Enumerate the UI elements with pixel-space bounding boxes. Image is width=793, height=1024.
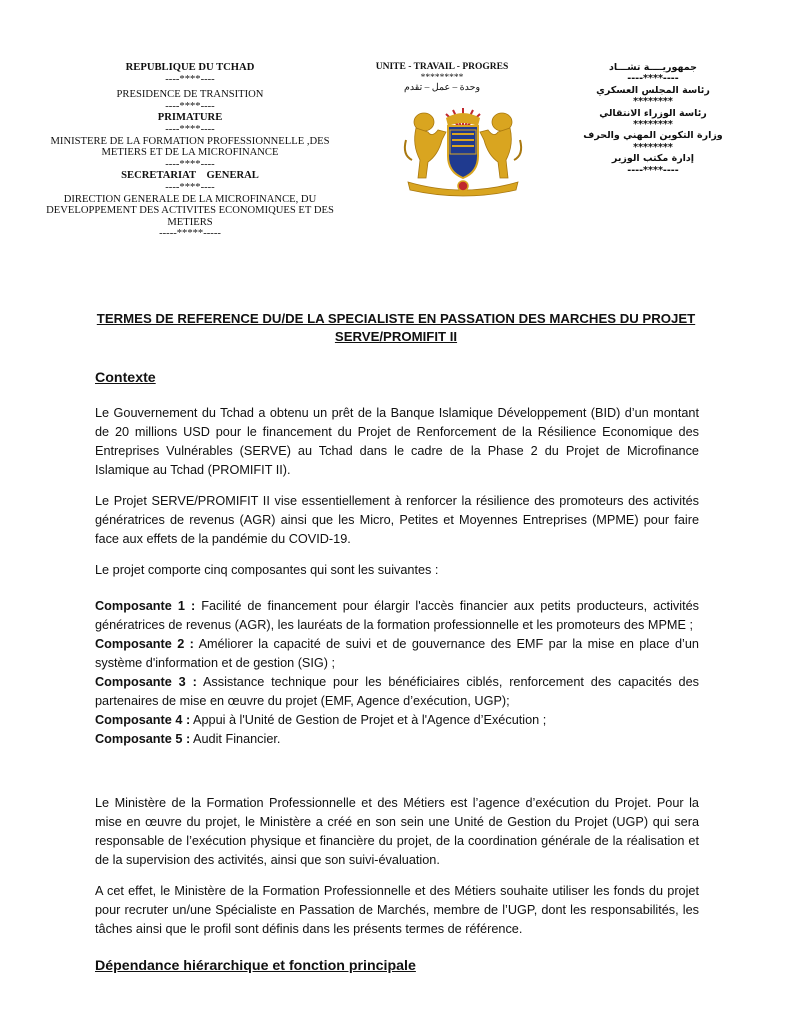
document-title: TERMES DE REFERENCE DU/DE LA SPECIALISTE EN PASSATION DES MARCHES DU PROJET SERVE/PROMIFIT II [96,311,696,344]
country-name: REPUBLIQUE DU TCHAD [125,62,255,73]
right-lion [480,113,521,178]
presidency: PRESIDENCE DE TRANSITION [116,89,264,101]
context-paragraph-3: Le projet comporte cinq composantes qui sont les suivantes : [95,563,439,577]
component-text: Assistance technique pour les bénéficiaires ciblés, renforcement des capacités des partenaires de mise en œuvre du projet (EMF, Agence d’exécution, UGP); [95,675,699,708]
component-item [95,673,699,711]
separator: ----****---- [627,164,679,176]
component-item [95,635,699,673]
separator: -----*****----- [159,228,221,240]
component-label: Composante 1 : [95,599,196,613]
separator: ******** [633,96,673,108]
direction-name: DIRECTION GENERALE DE LA MICROFINANCE, DU DEVELOPPEMENT DES ACTIVITES ECONOMIQUES ET DES METIERS [46,193,334,228]
separator: ----****---- [165,73,215,85]
country-name-arabic: جمهوريــــة تشـــاد [609,62,697,73]
national-motto: UNITE - TRAVAIL - PROGRES [375,62,509,72]
section-heading-hierarchy: Dépendance hiérarchique et fonction principale [95,958,416,974]
coat-of-arms-emblem [398,100,528,200]
section-heading-context: Contexte [95,370,156,386]
context-paragraph-4: Le Ministère de la Formation Professionnelle et des Métiers est l’agence d’exécution du Projet. Pour la mise en œuvre du projet, le Ministère a créé en son sein une Unité de Gestion du Projet (UGP) qui sera responsable de l’exécution physique et financière du projet, de la coordination générale de la réalisation et de la supervision des activités, ainsi que son suivi-évaluation. [95,796,699,867]
component-label: Composante 5 : [95,732,191,746]
primature: PRIMATURE [157,112,223,124]
minister-office-arabic: إدارة مكتب الوزير [611,153,695,165]
header-right-block [578,62,728,176]
header-center-block [362,62,522,94]
ministry-arabic: وزارة التكوين المهني والحرف [583,130,723,142]
left-lion [405,113,446,178]
component-label: Composante 4 : [95,713,191,727]
component-text: Facilité de financement pour élargir l'accès financier aux petits producteurs, activités génératrices de revenus (AGR), les lauréats de la formation professionnelle et les promoteurs des MPME ; [95,599,699,632]
component-list [95,597,699,749]
national-motto-arabic: وحدة – عمل – تقدم [403,83,481,93]
component-item [95,597,699,635]
separator: ******** [633,141,673,153]
component-text: Audit Financier. [190,732,281,746]
component-item [95,711,699,730]
transitional-premiership-arabic: رئاسة الوزراء الانتقالي [599,107,707,119]
header-left-block [25,62,355,240]
context-paragraph-1: Le Gouvernement du Tchad a obtenu un prêt de la Banque Islamique Développement (BID) d’un montant de 20 millions USD pour le financement du Projet de Renforcement de la Résilience Economique des Entreprises Vulnérables (SERVE) au Tchad dans le cadre de la Phase 2 du Projet de Microfinance Islamique au Tchad (PROMIFIT II). [95,406,699,477]
component-text: Améliorer la capacité de suivi et de gouvernance des EMF par la mise en place d’un système d'information et de gestion (SIG) ; [95,637,699,670]
ministry-name: MINISTERE DE LA FORMATION PROFESSIONNELLE ,DES METIERS ET DE LA MICROFINANCE [50,135,330,159]
separator: ----****---- [627,73,679,85]
military-council-arabic: رئاسة المجلس العسكري [596,84,710,96]
separator: ----****---- [165,100,215,112]
context-paragraph-5: A cet effet, le Ministère de la Formation Professionnelle et des Métiers souhaite utiliser les fonds du projet pour recruter un/une Spécialiste en Passation de Marchés, membre de l’UGP, dont les responsabilités, les tâches ainsi que le profil sont définis dans les présents termes de référence. [95,884,699,936]
separator: ----****---- [165,123,215,135]
component-label: Composante 3 : [95,675,197,689]
component-item [95,730,699,749]
separator: ----****---- [165,158,215,170]
separator: ********* [420,72,464,83]
context-paragraph-2: Le Projet SERVE/PROMIFIT II vise essentiellement à renforcer la résilience des promoteurs des activités génératrices de revenus (AGR) ainsi que les Micro, Petites et Moyennes Entreprises (MPME) pour faire face aux effets de la pandémie du COVID-19. [95,494,699,546]
component-text: Appui à l'Unité de Gestion de Projet et à l'Agence d’Exécution ; [190,713,547,727]
separator: ******** [633,119,673,131]
separator: ----****---- [165,181,215,193]
component-label: Composante 2 : [95,637,194,651]
secretariat: SECRETARIAT GENERAL [121,170,259,182]
